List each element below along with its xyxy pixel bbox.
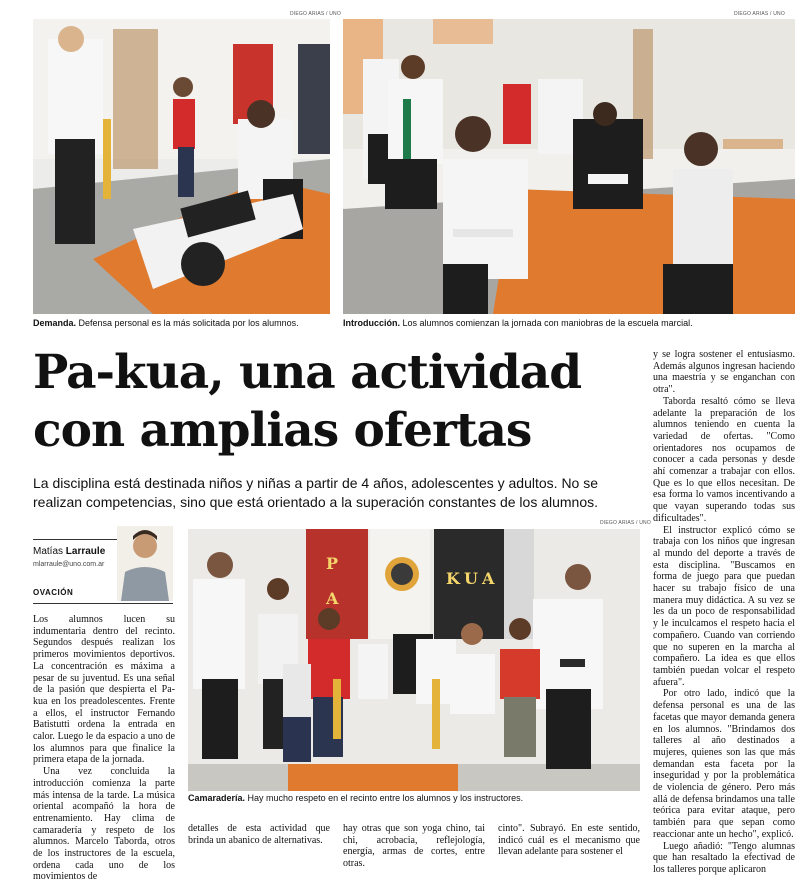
section-rule bbox=[33, 603, 173, 604]
col1-paragraph-2: Una vez concluida la introducción comienza la parte más intensa de la tarde. La música oriental acompañó la hora de entrenamiento. Hay clima de camaradería y respeto de los alumnos. Marcelo Taborda, otros de los instructores de la escuela, ordena cada uno de los movimientos de bbox=[33, 766, 175, 883]
caption-top-right bbox=[343, 318, 795, 329]
photo-defense-practice-image bbox=[33, 19, 330, 314]
col1-paragraph-1: Los alumnos lucen su indumentaria dentro del recinto. Segundos después realizan los primeros movimientos deportivos. La concentración es máxima a pesar de su juventud. Es una señal de la pasión que despierta el Pa-kua en los preadolescentes. Frente a ellos, el instructor Fernando Batistutti ordena la entrada en calor. Luego le da espacio a uno de los alumnos para que finalice la primera etapa de la jornada. bbox=[33, 614, 175, 766]
right-paragraph-2: Taborda resaltó cómo se lleva adelante la preparación de los alumnos teniendo en cuenta la variedad de ofertas. "Como orientadores nos ocupamos de conocer a cada personas y desde ahí comenzar a trabajar con ellos. Que es lo que ellos necesitan. De esa forma lo vamos incentivando a que vayan superando todas sus dificultades". bbox=[653, 395, 795, 524]
caption-top-right-label: Introducción. bbox=[343, 318, 400, 328]
photo-credit-top-right: DIEGO ARIAS / UNO bbox=[734, 11, 785, 17]
article-column-right bbox=[653, 349, 795, 876]
article-column-3 bbox=[343, 823, 485, 870]
author-photo-image bbox=[117, 526, 173, 601]
photo-group-camaraderie bbox=[188, 529, 640, 791]
right-paragraph-5: Luego añadió: "Tengo alumnas que han resaltado la efectivad de los talleres porque aplicaron bbox=[653, 840, 795, 875]
photo-class-introduction-image bbox=[343, 19, 795, 314]
right-paragraph-1: y se logra sostener el entusiasmo. Además algunos ingresan haciendo una maestría y se enganchan con otra". bbox=[653, 349, 795, 396]
banner-letter: P bbox=[326, 554, 339, 573]
caption-top-right-text: Los alumnos comienzan la jornada con maniobras de la escuela marcial. bbox=[400, 318, 693, 328]
banner-letter: A bbox=[326, 589, 339, 608]
caption-group bbox=[188, 793, 640, 804]
right-paragraph-3: El instructor explicó cómo se trabaja con los niños que ingresan al mundo del deporte a través de esta disciplina. "Buscamos en forma de juego para que puedan hacer su trabajo físico de una manera muy didáctica. A su vez se les da un poco de responsabilidad y le inculcamos el respeto hacia el compañero. Cuando van corriendo que no superen en la marcha al compañero. La idea es que ellos también puedan volcar el respeto afuera". bbox=[653, 524, 795, 688]
photo-credit-group: DIEGO ARIAS / UNO bbox=[600, 520, 651, 526]
section-label: OVACIÓN bbox=[33, 588, 74, 597]
caption-group-text: Hay mucho respeto en el recinto entre los alumnos y los instructores. bbox=[245, 793, 524, 803]
article-column-4 bbox=[498, 823, 640, 858]
col2-bottom-text: detalles de esta actividad que brinda un abanico de alternativas. bbox=[188, 823, 330, 846]
caption-top-left-label: Demanda. bbox=[33, 318, 77, 328]
photo-credit-top-left: DIEGO ARIAS / UNO bbox=[290, 11, 341, 17]
photo-class-introduction bbox=[343, 19, 795, 314]
article-column-2 bbox=[188, 823, 330, 846]
photo-defense-practice bbox=[33, 19, 330, 314]
banner-letter: A bbox=[482, 569, 495, 588]
banner-letter: K bbox=[446, 569, 460, 588]
author-photo bbox=[117, 526, 173, 601]
author-name bbox=[33, 546, 105, 557]
author-first-name: Matías bbox=[33, 546, 66, 557]
article-column-1 bbox=[33, 614, 175, 883]
col3-bottom-text: hay otras que son yoga chino, tai chi, acrobacia, reflejología, energía, armas de cortes, entre otras. bbox=[343, 823, 485, 870]
author-last-name: Larraule bbox=[65, 546, 106, 557]
banner-letter: U bbox=[464, 569, 478, 588]
right-paragraph-4: Por otro lado, indicó que la defensa personal es una de las facetas que mayor demanda genera en los alumnos. "Brindamos dos talleres al año destinados a mujeres, quienes son las que más demandan esta faceta por la inseguridad y por la problemática de violencia de género. Pero más allá de defensa brindamos una talle teórica para evitar ataque, pero también para que sepan como reaccionar ante un hecho", explicó. bbox=[653, 688, 795, 840]
col4-bottom-text: cinto". Subrayó. En este sentido, indicó cuál es el mecanismo que llevan adelante para sostener el bbox=[498, 823, 640, 858]
article-deck: La disciplina está destinada niños y niñas a partir de 4 años, adolescentes y adultos. No se realizan competencias, sino que está orientado a la superación constantes de los alumnos. bbox=[33, 475, 599, 510]
caption-top-left-text: Defensa personal es la más solicitada por los alumnos. bbox=[76, 318, 299, 328]
caption-group-label: Camaradería. bbox=[188, 793, 246, 803]
caption-top-left bbox=[33, 318, 330, 329]
photo-group-camaraderie-image bbox=[188, 529, 640, 791]
article-headline: Pa-kua, una actividad con amplias ofertas bbox=[33, 345, 582, 458]
author-email: mlarraule@uno.com.ar bbox=[33, 561, 105, 568]
